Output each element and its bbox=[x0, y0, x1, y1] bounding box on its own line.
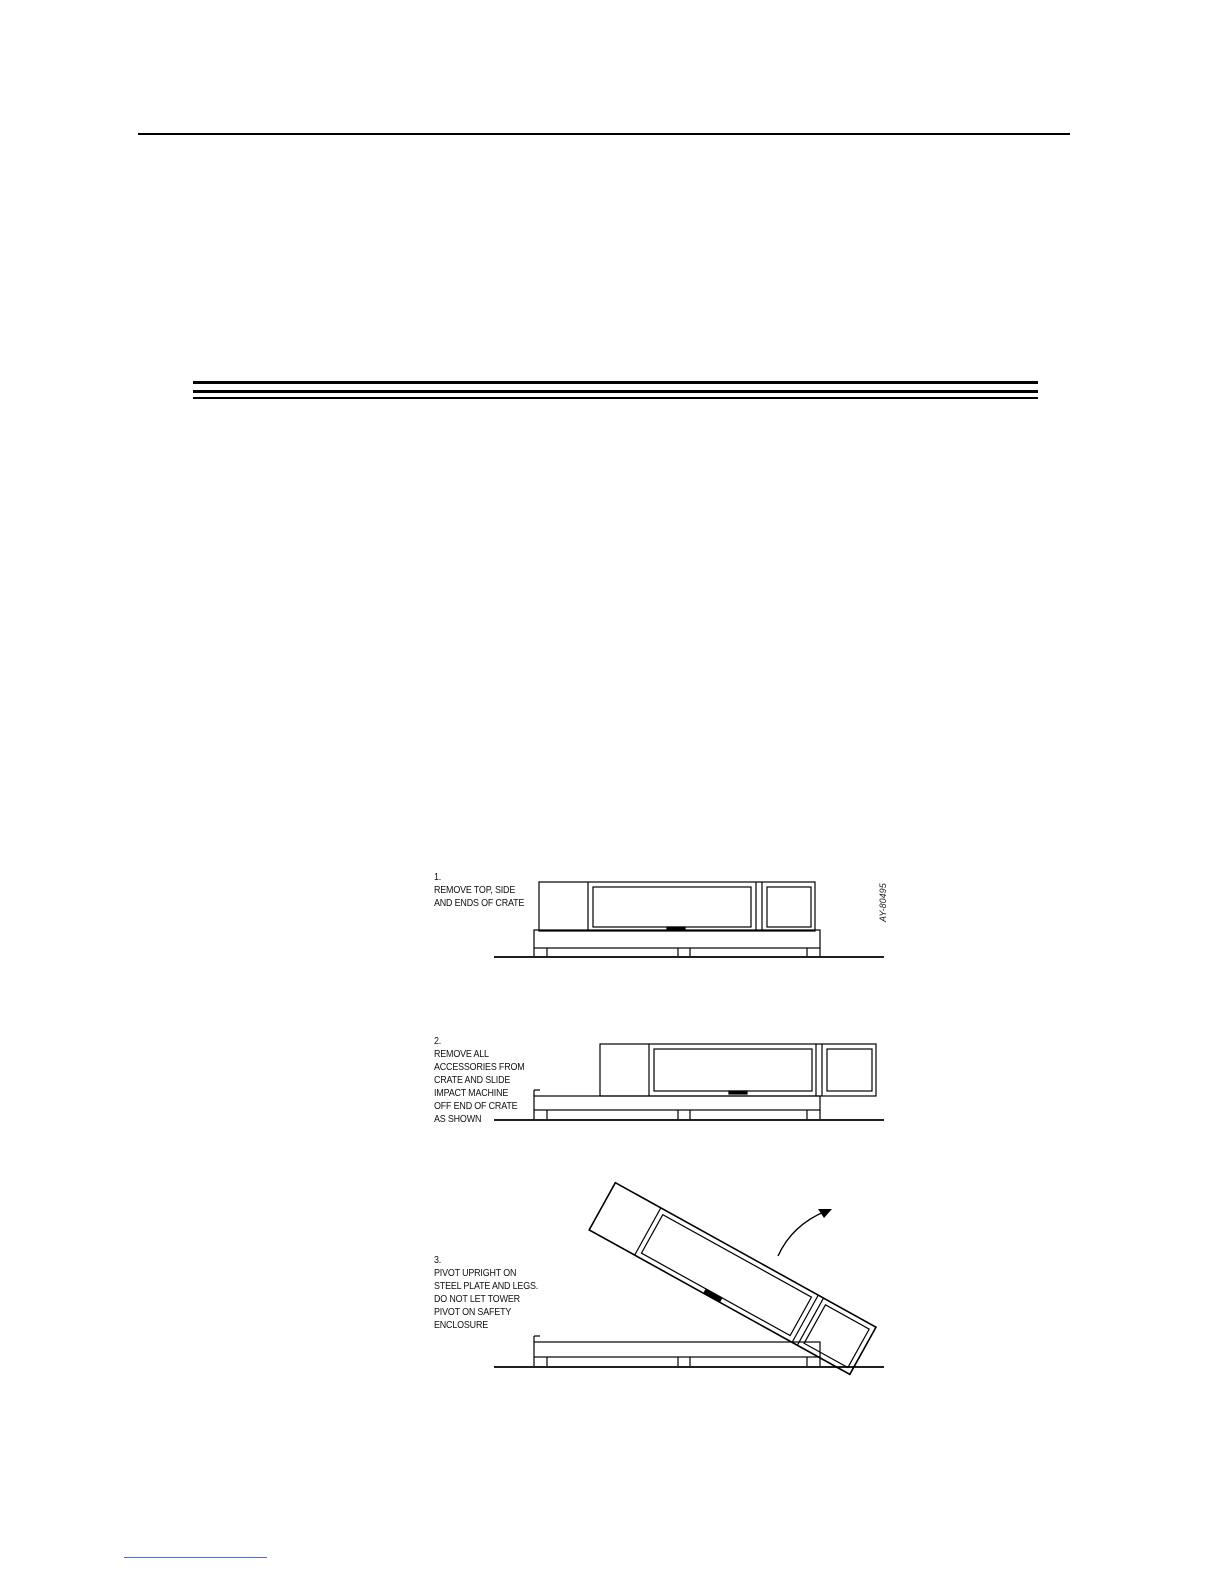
step-1-text: REMOVE TOP, SIDE AND ENDS OF CRATE bbox=[434, 884, 525, 909]
header-rule bbox=[138, 133, 1070, 135]
figure-id-label: AY-80495 bbox=[878, 883, 888, 922]
step-3-drawing bbox=[494, 1183, 884, 1375]
step-2-text: REMOVE ALL ACCESSORIES FROM CRATE AND SLIDE IMPACT MACHINE OFF END OF CRATE AS SHOWN bbox=[434, 1048, 525, 1125]
step-3-label bbox=[434, 1241, 538, 1345]
step-3-number: 3. bbox=[434, 1254, 442, 1266]
unpacking-figure bbox=[420, 850, 900, 1380]
step-3-text: PIVOT UPRIGHT ON STEEL PLATE AND LEGS. DO NOT LET TOWER PIVOT ON SAFETY ENCLOSURE bbox=[434, 1267, 539, 1331]
step-2-number: 2. bbox=[434, 1035, 442, 1047]
step-2-label bbox=[434, 1022, 525, 1139]
step-1-label bbox=[434, 858, 524, 923]
section-divider bbox=[193, 381, 1038, 399]
step-1-number: 1. bbox=[434, 871, 442, 883]
step-2-drawing bbox=[494, 1044, 884, 1120]
footer-link-rule bbox=[124, 1557, 267, 1558]
step-1-drawing bbox=[494, 882, 884, 957]
